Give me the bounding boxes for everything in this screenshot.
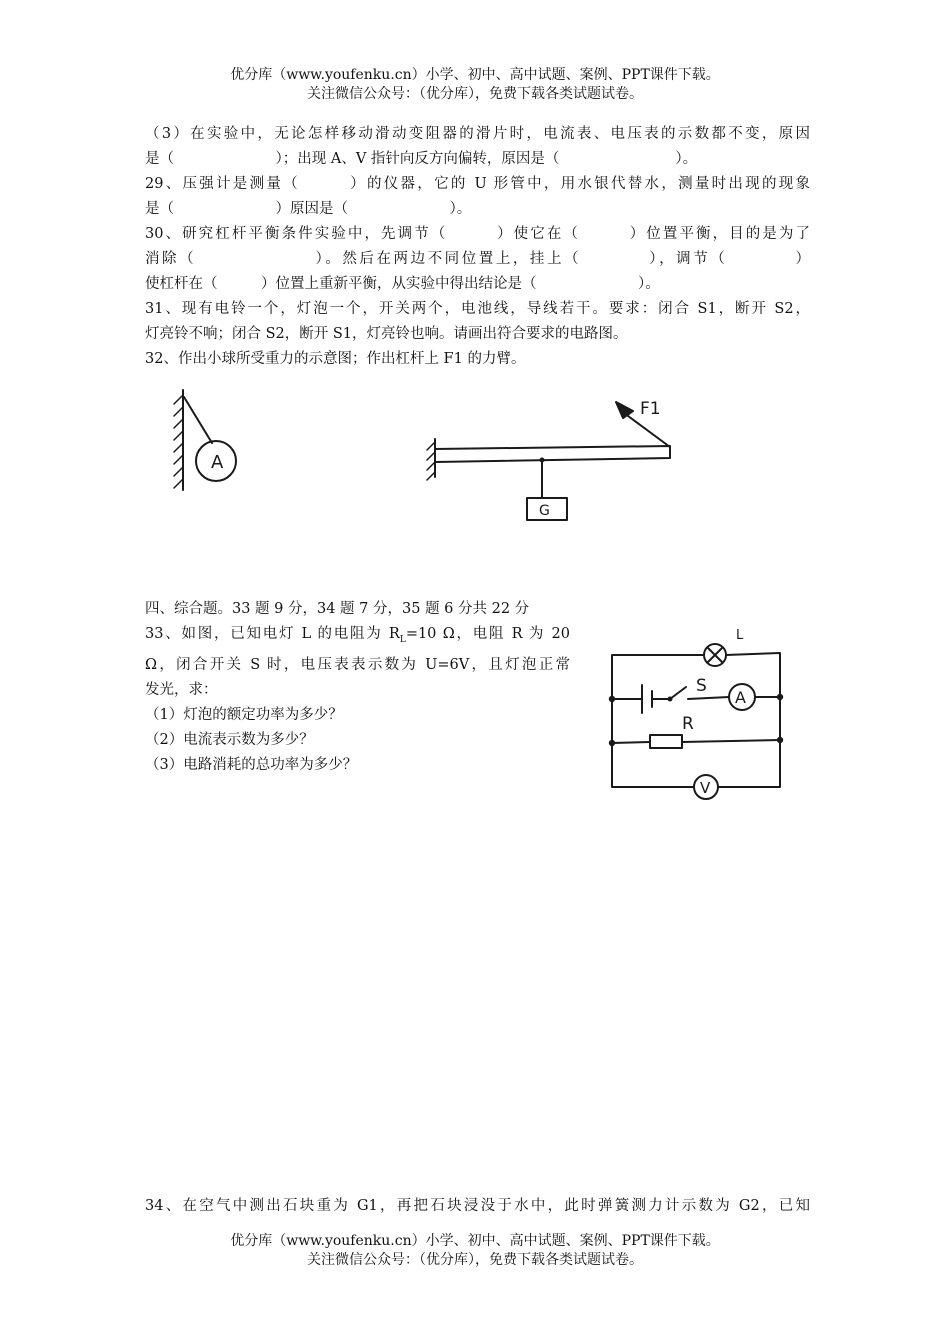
weight-label: G xyxy=(539,503,550,519)
footer-line-1: 优分库（www.youfenku.cn）小学、初中、高中试题、案例、PPT课件下载。 xyxy=(230,1233,720,1249)
section-4-title: 四、综合题。33 题 9 分，34 题 7 分，35 题 6 分共 22 分 xyxy=(145,601,530,617)
q33-line-2: Ω，闭合开关 S 时，电压表表示数为 U=6V，且灯泡正常 xyxy=(145,656,570,673)
header-line-2: 关注微信公众号：（优分库），免费下载各类试题试卷。 xyxy=(307,86,643,102)
q33-block xyxy=(145,622,570,778)
circuit-figure xyxy=(600,625,800,795)
wire-top-left xyxy=(612,655,703,697)
page-footer xyxy=(0,1232,950,1270)
wall-hatching xyxy=(174,395,183,488)
q33-sub-1: （1）灯泡的额定功率为多少？ xyxy=(145,706,343,723)
q31-line-1: 31、现有电铃一个，灯泡一个，开关两个，电池线，导线若干。要求：闭合 S1，断开 S2， xyxy=(145,301,810,317)
section-4 xyxy=(145,597,810,622)
q34-block xyxy=(145,1194,810,1219)
force-label: F1 xyxy=(640,399,661,419)
wire-resistor-left xyxy=(612,699,650,743)
ball-figure xyxy=(150,385,270,500)
questions-block xyxy=(145,122,810,372)
header-line-1: 优分库（www.youfenku.cn）小学、初中、高中试题、案例、PPT课件下载。 xyxy=(230,67,720,83)
voltmeter-label: V xyxy=(700,779,711,797)
resistor-box xyxy=(650,735,682,748)
q28-3-line-2: 是（ ）；出现 A、V 指针向反方向偏转，原因是（ ）。 xyxy=(145,151,698,167)
q29-line-1: 29、压强计是测量（ ）的仪器，它的 U 形管中，用水银代替水，测量时出现的现象 xyxy=(145,176,810,192)
wire-volt-left xyxy=(612,743,694,787)
lever-wall-hatching xyxy=(427,442,435,480)
switch-blade xyxy=(670,687,686,699)
q33-line-1-sub: L xyxy=(399,634,406,645)
q29-line-2: 是（ ）原因是（ ）。 xyxy=(145,201,472,217)
resistor-label: R xyxy=(682,714,694,734)
q32-line-1: 32、作出小球所受重力的示意图；作出杠杆上 F1 的力臂。 xyxy=(145,351,526,367)
footer-line-2: 关注微信公众号：（优分库），免费下载各类试题试卷。 xyxy=(307,1252,643,1268)
page-header xyxy=(0,66,950,104)
q33-sub-2: （2）电流表示数为多少？ xyxy=(145,731,314,748)
string-line xyxy=(184,397,212,443)
q33-line-1-post: =10 Ω，电阻 R 为 20 xyxy=(405,626,570,642)
q30-line-2: 消除（ ）。然后在两边不同位置上，挂上（ ），调节（ ） xyxy=(145,251,810,267)
q33-line-1-pre: 33、如图，已知电灯 L 的电阻为 R xyxy=(145,626,400,642)
wire-volt-right xyxy=(718,740,780,787)
ammeter-label: A xyxy=(735,688,746,707)
q34-line-1: 34、在空气中测出石块重为 G1，再把石块浸没于水中，此时弹簧测力计示数为 G2，已知 xyxy=(145,1198,810,1214)
q33-sub-3: （3）电路消耗的总功率为多少？ xyxy=(145,756,358,773)
q33-line-3: 发光，求： xyxy=(145,681,218,698)
q33-line-1 xyxy=(145,622,570,653)
q30-line-3: 使杠杆在（ ）位置上重新平衡，从实验中得出结论是（ ）。 xyxy=(145,276,660,292)
lever-figure xyxy=(420,392,690,532)
q30-line-1: 30、研究杠杆平衡条件实验中，先调节（ ）使它在（ ）位置平衡，目的是为了 xyxy=(145,226,810,242)
force-arrowhead xyxy=(616,402,633,418)
lamp-label: L xyxy=(736,628,744,643)
switch-label: S xyxy=(696,676,707,696)
q28-3-line-1: （3）在实验中，无论怎样移动滑动变阻器的滑片时，电流表、电压表的示数都不变，原因 xyxy=(145,126,810,142)
ball-label: A xyxy=(211,452,224,473)
q31-line-2: 灯亮铃不响；闭合 S2，断开 S1，灯亮铃也响。请画出符合要求的电路图。 xyxy=(145,326,628,342)
wire-switch-ammeter xyxy=(688,697,729,699)
lever-bar xyxy=(435,446,670,462)
